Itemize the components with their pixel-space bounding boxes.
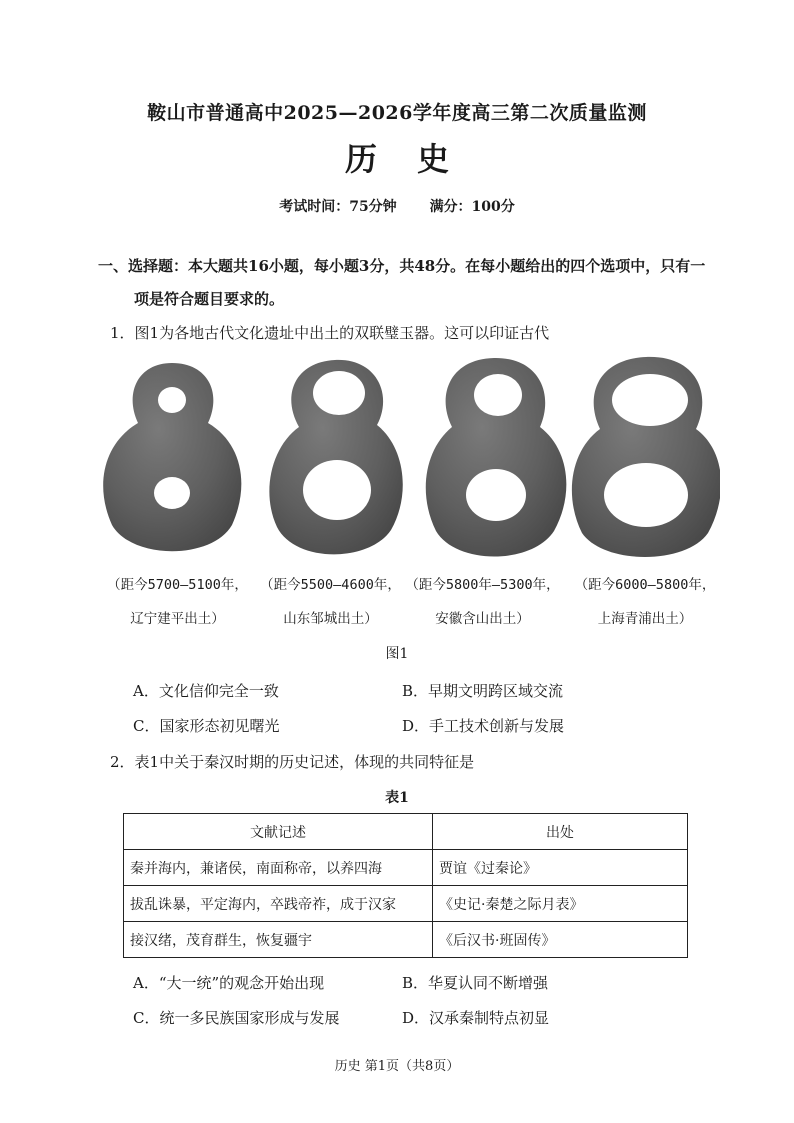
q2-option-c: C．统一多民族国家形成与发展	[133, 1009, 340, 1027]
q1-option-b: B．早期文明跨区域交流	[402, 682, 564, 700]
caption-place: 安徽含山出土）	[435, 611, 530, 627]
q1-option-c: C．国家形态初见曙光	[133, 717, 280, 735]
figure-caption-4	[555, 568, 735, 636]
table-cell-record: 秦并海内，兼诸侯，南面称帝，以养四海	[124, 850, 433, 886]
jade-disc-anhui	[426, 358, 567, 557]
jade-disc-liaoning	[103, 363, 241, 551]
q2-option-a: A．“大一统”的观念开始出现	[133, 974, 325, 992]
figure-caption-3	[400, 568, 565, 636]
question-2-stem: 2．表1中关于秦汉时期的历史记述，体现的共同特征是	[110, 753, 475, 771]
table-cell-source: 贾谊《过秦论》	[433, 850, 688, 886]
subject-title: 历史	[344, 140, 489, 178]
table-cell-source: 《史记·秦楚之际月表》	[433, 886, 688, 922]
q2-option-d: D．汉承秦制特点初显	[402, 1009, 550, 1027]
caption-date: （距今6000—5800年，	[574, 577, 716, 593]
section-heading-line1: 一、选择题：本大题共16小题，每小题3分，共48分。在每小题给出的四个选项中，只有一	[98, 257, 706, 275]
exam-title: 鞍山市普通高中2025—2026学年度高三第二次质量监测	[147, 102, 647, 124]
q2-option-b: B．华夏认同不断增强	[402, 974, 549, 992]
table-header-record: 文献记述	[124, 814, 433, 850]
jade-disc-shandong	[269, 360, 402, 554]
q1-option-d: D．手工技术创新与发展	[402, 717, 565, 735]
caption-place: 辽宁建平出土）	[130, 611, 225, 627]
exam-info	[0, 196, 794, 216]
table-label: 表1	[385, 790, 409, 806]
table-header-source: 出处	[433, 814, 688, 850]
page-footer: 历史 第1页（共8页）	[334, 1059, 460, 1074]
figure-caption-1	[95, 568, 260, 636]
caption-date: （距今5800年—5300年，	[405, 577, 560, 593]
caption-place: 山东邹城出土）	[283, 611, 378, 627]
jade-disc-shanghai	[572, 357, 720, 557]
full-score: 满分：100分	[429, 199, 515, 215]
caption-place: 上海青浦出土）	[597, 611, 693, 627]
exam-time: 考试时间：75分钟	[279, 199, 397, 215]
table-row	[124, 922, 688, 958]
table-cell-record: 拔乱诛暴，平定海内，卒践帝祚，成于汉家	[124, 886, 433, 922]
caption-date: （距今5700—5100年，	[107, 577, 248, 593]
table-cell-source: 《后汉书·班固传》	[433, 922, 688, 958]
figure-caption-2	[248, 568, 413, 636]
q1-option-a: A．文化信仰完全一致	[133, 682, 279, 700]
section-heading-line2: 项是符合题目要求的。	[134, 290, 285, 308]
question-1-stem: 1．图1为各地古代文化遗址中出土的双联璧玉器。这可以印证古代	[110, 324, 550, 342]
figure-label: 图1	[385, 646, 409, 662]
table-header-row	[124, 814, 688, 850]
table-cell-record: 接汉绪，茂育群生，恢复疆宇	[124, 922, 433, 958]
table-row	[124, 850, 688, 886]
jade-figure	[100, 355, 720, 565]
section-heading	[98, 250, 728, 316]
source-table	[123, 813, 688, 958]
table-row	[124, 886, 688, 922]
caption-date: （距今5500—4600年，	[260, 577, 401, 593]
